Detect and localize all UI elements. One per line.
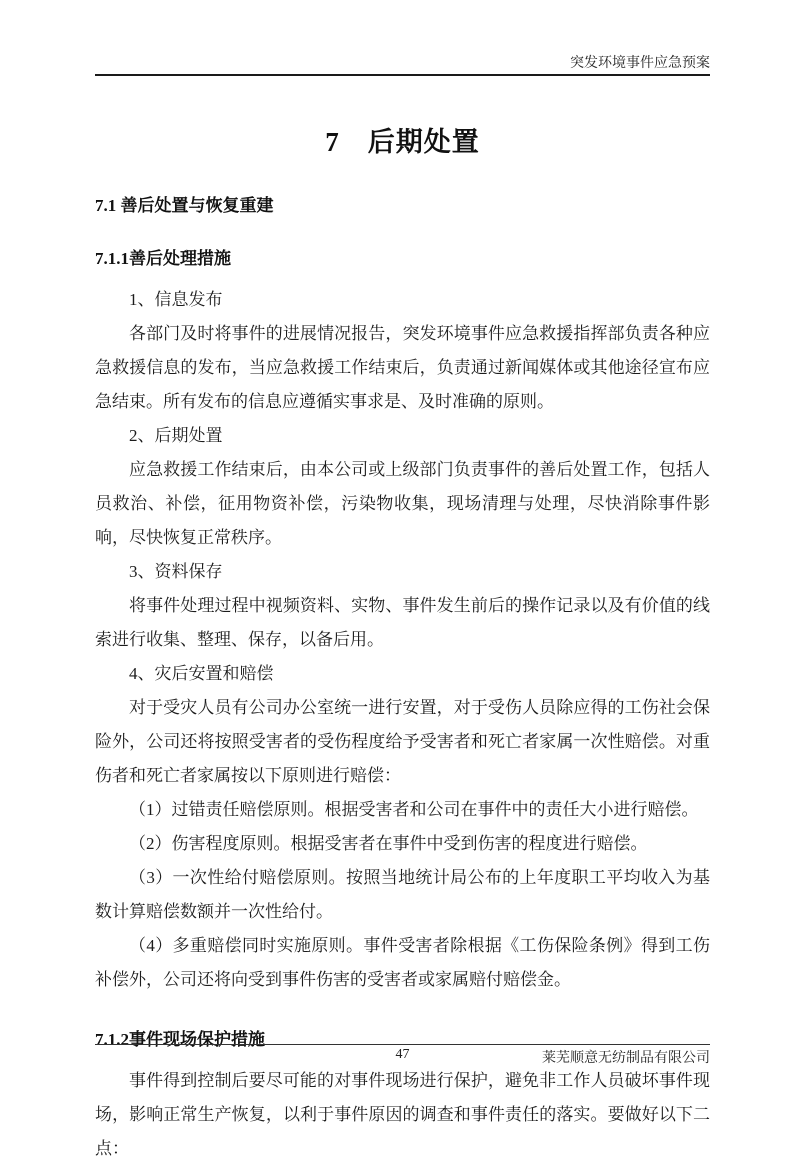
numbered-principle-2: （2）伤害程度原则。根据受害者在事件中受到伤害的程度进行赔偿。 bbox=[129, 834, 648, 853]
section-heading-7-1-1: 7.1.1善后处理措施 bbox=[95, 249, 231, 268]
numbered-principle-3: （3）一次性给付赔偿原则。按照当地统计局公布的上年度职工平均收入为基数计算赔偿数额并一次性给付。 bbox=[95, 868, 710, 921]
footer-row bbox=[95, 1045, 710, 1069]
body-paragraph: 事件得到控制后要尽可能的对事件现场进行保护，避免非工作人员破坏事件现场，影响正常生产恢复，以利于事件原因的调查和事件责任的落实。要做好以下二点： bbox=[95, 1071, 710, 1158]
chapter-title: 7 后期处置 bbox=[325, 127, 480, 157]
body-paragraph: 对于受灾人员有公司办公室统一进行安置，对于受伤人员除应得的工伤社会保险外，公司还将按照受害者的受伤程度给予受害者和死亡者家属一次性赔偿。对重伤者和死亡者家属按以下原则进行赔偿： bbox=[95, 698, 710, 785]
list-item-title: 4、灾后安置和赔偿 bbox=[129, 664, 274, 683]
body-paragraph: 应急救援工作结束后，由本公司或上级部门负责事件的善后处置工作，包括人员救治、补偿，征用物资补偿，污染物收集，现场清理与处理，尽快消除事件影响，尽快恢复正常秩序。 bbox=[95, 460, 710, 547]
page-number: 47 bbox=[395, 1047, 410, 1062]
body-paragraph: 将事件处理过程中视频资料、实物、事件发生前后的操作记录以及有价值的线索进行收集、整理、保存，以备后用。 bbox=[95, 596, 710, 649]
header-title: 突发环境事件应急预案 bbox=[570, 56, 710, 71]
section-heading-7-1: 7.1 善后处置与恢复重建 bbox=[95, 196, 274, 215]
list-item-title: 3、资料保存 bbox=[129, 562, 223, 581]
list-item-title: 1、信息发布 bbox=[129, 290, 223, 309]
numbered-principle-1: （1）过错责任赔偿原则。根据受害者和公司在事件中的责任大小进行赔偿。 bbox=[129, 800, 699, 819]
section-heading-7-1-2: 7.1.2事件现场保护措施 bbox=[95, 1030, 265, 1049]
company-name: 莱芜顺意无纺制品有限公司 bbox=[542, 1051, 710, 1066]
page-header bbox=[95, 0, 710, 76]
list-item-title: 2、后期处置 bbox=[129, 426, 223, 445]
body-paragraph: 各部门及时将事件的进展情况报告，突发环境事件应急救援指挥部负责各种应急救援信息的发布，当应急救援工作结束后，负责通过新闻媒体或其他途径宣布应急结束。所有发布的信息应遵循实事求是、及时准确的原则。 bbox=[95, 324, 710, 411]
numbered-principle-4: （4）多重赔偿同时实施原则。事件受害者除根据《工伤保险条例》得到工伤补偿外，公司还将向受到事件伤害的受害者或家属赔付赔偿金。 bbox=[95, 936, 710, 989]
page-footer bbox=[95, 1044, 710, 1069]
document-page bbox=[95, 0, 710, 1166]
